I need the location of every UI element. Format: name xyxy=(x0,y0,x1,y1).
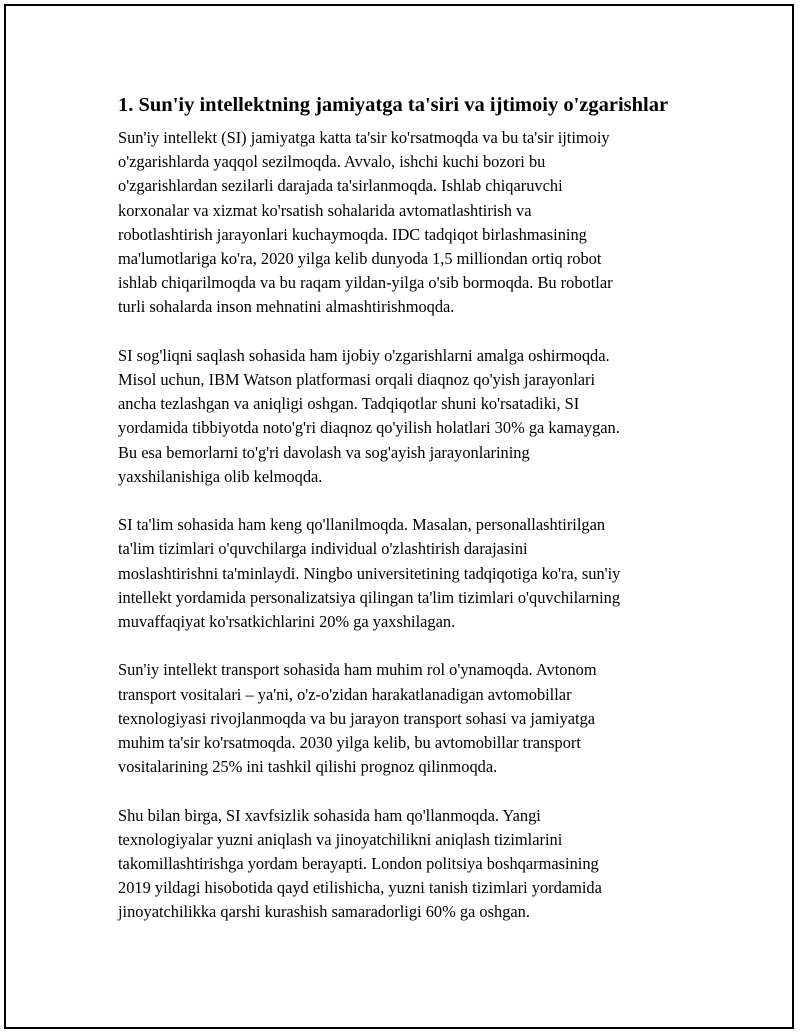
paragraph-line: Shu bilan birga, SI xavfsizlik sohasida ham qo'llanmoqda. Yangi xyxy=(118,805,541,825)
paragraph-line: yordamida tibbiyotda noto'g'ri diaqnoz qo'yilish holatlari 30% ga kamaygan. xyxy=(118,418,620,438)
paragraph-line: SI sog'liqni saqlash sohasida ham ijobiy o'zgarishlarni amalga oshirmoqda. xyxy=(118,345,610,365)
paragraph-line: muvaffaqiyat ko'rsatkichlarini 20% ga yaxshilagan. xyxy=(118,612,456,632)
document-body xyxy=(118,90,698,949)
paragraph-line: jinoyatchilikka qarshi kurashish samaradorligi 60% ga oshgan. xyxy=(118,902,530,922)
paragraph-line: Sun'iy intellekt transport sohasida ham muhim rol o'ynamoqda. Avtonom xyxy=(118,660,597,680)
paragraph xyxy=(118,804,698,925)
paragraph-line: korxonalar va xizmat ko'rsatish sohalarida avtomatlashtirish va xyxy=(118,200,532,220)
paragraph-line: moslashtirishni ta'minlaydi. Ningbo universitetining tadqiqotiga ko'ra, sun'iy xyxy=(118,563,621,583)
paragraph-line: vositalarining 25% ini tashkil qilishi prognoz qilinmoqda. xyxy=(118,757,498,777)
paragraph-line: turli sohalarda inson mehnatini almashtirishmoqda. xyxy=(118,297,455,317)
paragraph xyxy=(118,344,698,489)
paragraph-line: ma'lumotlariga ko'ra, 2020 yilga kelib dunyoda 1,5 milliondan ortiq robot xyxy=(118,249,602,269)
paragraph-line: muhim ta'sir ko'rsatmoqda. 2030 yilga kelib, bu avtomobillar transport xyxy=(118,733,581,753)
paragraph xyxy=(118,126,698,320)
paragraph-line: ishlab chiqarilmoqda va bu raqam yildan-yilga o'sib bormoqda. Bu robotlar xyxy=(118,273,613,293)
paragraph-line: Misol uchun, IBM Watson platformasi orqali diaqnoz qo'yish jarayonlari xyxy=(118,370,596,390)
paragraph-line: ancha tezlashgan va aniqligi oshgan. Tadqiqotlar shuni ko'rsatadiki, SI xyxy=(118,394,580,414)
paragraph-line: Sun'iy intellekt (SI) jamiyatga katta ta'sir ko'rsatmoqda va bu ta'sir ijtimoiy xyxy=(118,128,610,147)
paragraph-line: yaxshilanishiga olib kelmoqda. xyxy=(118,466,323,486)
paragraph xyxy=(118,513,698,634)
paragraph-line: SI ta'lim sohasida ham keng qo'llanilmoqda. Masalan, personallashtirilgan xyxy=(118,515,606,535)
paragraph-container xyxy=(118,126,698,925)
paragraph-line: o'zgarishlardan sezilarli darajada ta'sirlanmoqda. Ishlab chiqaruvchi xyxy=(118,176,563,196)
paragraph-line: robotlashtirish jarayonlari kuchaymoqda. IDC tadqiqot birlashmasining xyxy=(118,224,587,244)
paragraph-line: texnologiyasi rivojlanmoqda va bu jarayon transport sohasi va jamiyatga xyxy=(118,708,596,728)
paragraph-line: intellekt yordamida personalizatsiya qilingan ta'lim tizimlari o'quvchilarning xyxy=(118,587,621,607)
paragraph-line: takomillashtirishga yordam berayapti. London politsiya boshqarmasining xyxy=(118,854,599,874)
section-heading: 1. Sun'iy intellektning jamiyatga ta'siri va ijtimoiy o'zgarishlar xyxy=(118,94,669,116)
paragraph-line: 2019 yildagi hisobotida qayd etilishicha, yuzni tanish tizimlari yordamida xyxy=(118,878,602,898)
paragraph-line: o'zgarishlarda yaqqol sezilmoqda. Avvalo, ishchi kuchi bozori bu xyxy=(118,152,546,172)
paragraph-line: Bu esa bemorlarni to'g'ri davolash va sog'ayish jarayonlarining xyxy=(118,442,530,462)
paragraph-line: ta'lim tizimlari o'quvchilarga individual o'zlashtirish darajasini xyxy=(118,539,528,559)
paragraph-line: transport vositalari – ya'ni, o'z-o'zidan harakatlanadigan avtomobillar xyxy=(118,684,572,704)
paragraph-line: texnologiyalar yuzni aniqlash va jinoyatchilikni aniqlash tizimlarini xyxy=(118,829,563,849)
paragraph xyxy=(118,658,698,779)
